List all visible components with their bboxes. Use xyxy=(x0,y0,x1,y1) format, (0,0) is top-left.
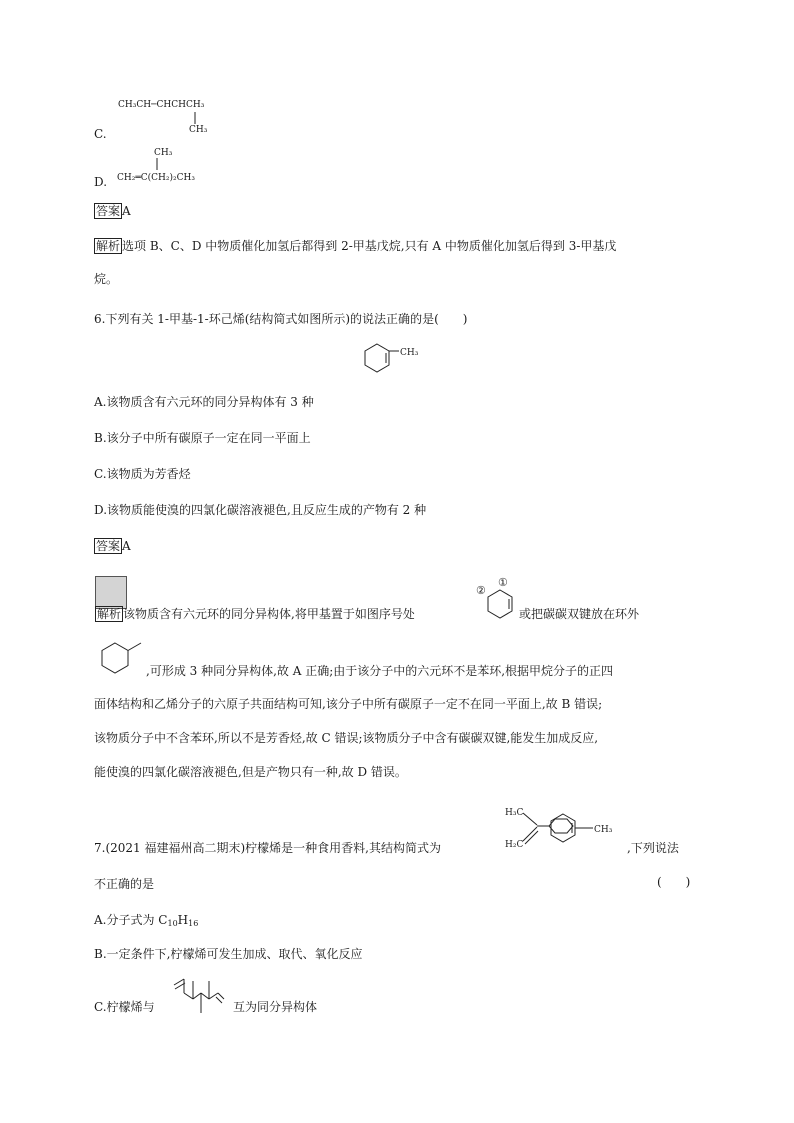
q6-analysis-part2: 或把碳碳双键放在环外 xyxy=(519,607,640,621)
q7-option-c-prefix: C.柠檬烯与 xyxy=(94,1000,155,1014)
q6-image-placeholder xyxy=(95,576,127,609)
q5-analysis-tag: 解析 xyxy=(96,239,121,253)
q5-optD-formula: CH₂═C(CH₂)₂CH₃ xyxy=(117,173,195,183)
q7-stem-part1: 7.(2021 福建福州高二期末)柠檬烯是一种食用香料,其结构简式为 xyxy=(94,841,441,855)
q7-limonene-structure xyxy=(505,805,625,855)
q6-ring-methylene-structure xyxy=(101,641,143,675)
q5-optC-formula-top: CH₃CH─CHCHCH₃ xyxy=(118,100,205,110)
q6-marker-1: ① xyxy=(498,576,508,589)
q5-analysis-line1: 解析 选项 B、C、D 中物质催化加氢后都得到 2-甲基戊烷,只有 A 中物质催化加氢后得到 3-甲基戊 xyxy=(96,239,617,253)
q6-option-d: D.该物质能使溴的四氯化碳溶液褪色,且反应生成的产物有 2 种 xyxy=(94,503,427,517)
q7-option-a: A.分子式为 $C_{10}H_{16}$ xyxy=(94,913,199,928)
q6-methylcyclohexene-structure xyxy=(365,342,445,382)
q5-optD-branch-bond xyxy=(152,158,162,172)
q5-optC-branch-bond xyxy=(190,112,200,126)
q7-struct-h3c: H₃C xyxy=(505,808,524,818)
q6-option-a: A.该物质含有六元环的同分异构体有 3 种 xyxy=(94,395,314,409)
q5-optD-label: D. xyxy=(94,175,108,189)
q6-marker-2: ② xyxy=(476,584,486,597)
q6-analysis-line4: 该物质分子中不含苯环,所以不是芳香烃,故 C 错误;该物质分子中含有碳碳双键,能发生加成反应, xyxy=(94,731,599,745)
q6-analysis-line5: 能使溴的四氯化碳溶液褪色,但是产物只有一种,故 D 错误。 xyxy=(94,765,407,779)
q5-optC-formula xyxy=(118,100,204,110)
q5-analysis-line2: 烷。 xyxy=(94,272,119,286)
q6-analysis-line3: 面体结构和乙烯分子的六原子共面结构可知,该分子中所有碳原子一定不在同一平面上,故 B 错误; xyxy=(94,697,603,711)
q6-option-b: B.该分子中所有碳原子一定在同一平面上 xyxy=(94,431,311,445)
q6-analysis-part1: 解析 该物质含有六元环的同分异构体,将甲基置于如图序号处 xyxy=(97,607,415,621)
q7-struct-h2c: H₂C xyxy=(505,840,524,850)
q7-stem-line2: 不正确的是 xyxy=(94,877,155,891)
q5-answer-tag: 答案 xyxy=(96,204,121,218)
q6-analysis-tag: 解析 xyxy=(97,607,122,621)
q7-optC-skeletal-structure xyxy=(172,975,228,1025)
q7-bracket: ( ) xyxy=(657,875,691,889)
q6-analysis-line2: ,可形成 3 种同分异构体,故 A 正确;由于该分子中的六元环不是苯环,根据甲烷分子的正四 xyxy=(146,664,614,678)
q7-struct-ch3: CH₃ xyxy=(594,825,613,835)
q7-option-c-suffix: 互为同分异构体 xyxy=(233,1000,318,1014)
q5-optC-branch: CH₃ xyxy=(189,125,208,135)
q7-stem-part2: ,下列说法 xyxy=(627,841,679,855)
q6-stem: 6.下列有关 1-甲基-1-环己烯(结构简式如图所示)的说法正确的是( ) xyxy=(94,312,468,326)
q7-option-b: B.一定条件下,柠檬烯可发生加成、取代、氧化反应 xyxy=(94,947,363,961)
q5-answer-value: A xyxy=(122,204,131,218)
q6-answer-tag: 答案 xyxy=(96,539,121,553)
q6-answer xyxy=(94,538,131,554)
q5-optC-label: C. xyxy=(94,127,107,141)
q6-structure-ch3: CH₃ xyxy=(400,348,419,358)
q6-answer-value: A xyxy=(122,539,131,553)
q6-numbered-ring-structure xyxy=(474,578,518,626)
q5-optD-branch: CH₃ xyxy=(154,148,173,158)
q6-option-c: C.该物质为芳香烃 xyxy=(94,467,191,481)
q5-answer xyxy=(94,203,131,219)
